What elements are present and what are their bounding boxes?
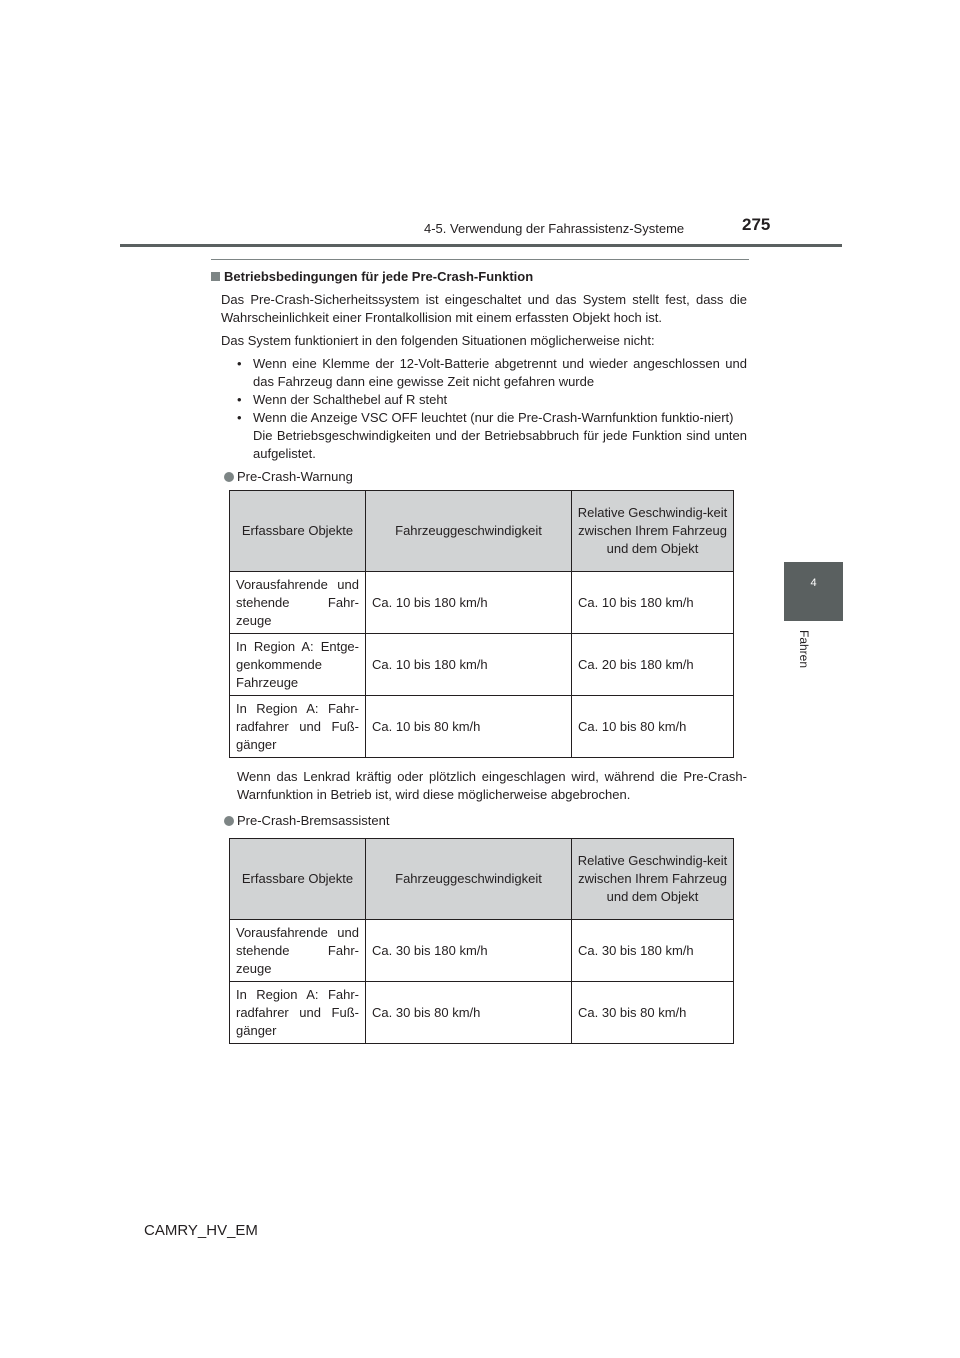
list-item: [237, 355, 747, 391]
chapter-label: Fahren: [797, 630, 811, 669]
chapter-number: 4: [810, 577, 817, 589]
list-item: [237, 409, 747, 427]
table-cell: Ca. 20 bis 180 km/h: [572, 634, 734, 696]
header-rule: [120, 244, 842, 247]
section-heading: [211, 268, 747, 286]
bullet-dot-icon: •: [237, 356, 242, 371]
subsection-title-text: Pre-Crash-Warnung: [237, 469, 353, 484]
content: [211, 268, 747, 1044]
table-cell: Ca. 10 bis 180 km/h: [366, 572, 572, 634]
table-row: [230, 696, 734, 758]
bullet-dot-icon: •: [237, 392, 242, 407]
warning-table: [229, 490, 734, 758]
table-cell: Ca. 30 bis 180 km/h: [572, 920, 734, 982]
table-cell: In Region A: Fahr-radfahrer und Fuß-gänger: [230, 982, 366, 1044]
table-cell: Ca. 10 bis 80 km/h: [572, 696, 734, 758]
circle-bullet-icon: [224, 816, 234, 826]
model-code: CAMRY_HV_EM: [144, 1222, 258, 1239]
table-cell: Ca. 10 bis 80 km/h: [366, 696, 572, 758]
table-cell: Ca. 30 bis 80 km/h: [572, 982, 734, 1044]
table-row: [230, 920, 734, 982]
table-cell: Vorausfahrende und stehende Fahr-zeuge: [230, 572, 366, 634]
list-item-text: Wenn die Anzeige VSC OFF leuchtet (nur die Pre-Crash-Warnfunktion funktio-niert): [253, 410, 734, 425]
column-header: Fahrzeuggeschwindigkeit: [366, 491, 572, 572]
subsection-title: [224, 468, 747, 486]
subsection-title: [224, 812, 747, 830]
table-row: [230, 982, 734, 1044]
subsection-title-text: Pre-Crash-Bremsassistent: [237, 813, 390, 828]
column-header: Erfassbare Objekte: [230, 839, 366, 920]
column-header: Relative Geschwindig-keit zwischen Ihrem Fahrzeug und dem Objekt: [572, 491, 734, 572]
table-cell: Ca. 10 bis 180 km/h: [572, 572, 734, 634]
list-item-text: Wenn der Schalthebel auf R steht: [253, 392, 448, 407]
list-item-text: Wenn eine Klemme der 12-Volt-Batterie abgetrennt und wieder angeschlossen und das Fahrzeug dann eine gewisse Zeit nicht gefahren wurde: [253, 356, 747, 389]
paragraph: Das Pre-Crash-Sicherheitssystem ist eingeschaltet und das System stellt fest, dass die Wahrscheinlichkeit einer Frontalkollision mit einem erfassten Objekt hoch ist.: [221, 292, 747, 325]
list-item: [237, 391, 747, 409]
paragraph: Das System funktioniert in den folgenden Situationen möglicherweise nicht:: [221, 333, 655, 348]
condition-list: [237, 355, 747, 463]
table-row: [230, 572, 734, 634]
square-bullet-icon: [211, 272, 220, 281]
table-header-row: [230, 839, 734, 920]
page-number: 275: [742, 215, 771, 234]
chapter-tab: [784, 562, 843, 621]
table-cell: Vorausfahrende und stehende Fahr-zeuge: [230, 920, 366, 982]
column-header: Erfassbare Objekte: [230, 491, 366, 572]
brake-assist-table: [229, 838, 734, 1044]
list-item-continuation: Die Betriebsgeschwindigkeiten und der Betriebsabbruch für jede Funktion sind unten aufgelistet.: [253, 428, 747, 461]
column-header: Relative Geschwindig-keit zwischen Ihrem Fahrzeug und dem Objekt: [572, 839, 734, 920]
column-header: Fahrzeuggeschwindigkeit: [366, 839, 572, 920]
table-cell: In Region A: Fahr-radfahrer und Fuß-gänger: [230, 696, 366, 758]
table-header-row: [230, 491, 734, 572]
bullet-dot-icon: •: [237, 410, 242, 425]
table-cell: Ca. 30 bis 180 km/h: [366, 920, 572, 982]
table-cell: Ca. 30 bis 80 km/h: [366, 982, 572, 1044]
warning-note: Wenn das Lenkrad kräftig oder plötzlich eingeschlagen wird, während die Pre-Crash-Warnfunktion in Betrieb ist, wird diese möglicherweise abgebrochen.: [237, 769, 747, 802]
circle-bullet-icon: [224, 472, 234, 482]
section-rule: [211, 259, 749, 260]
section-header-title: 4-5. Verwendung der Fahrassistenz-Systeme: [424, 221, 685, 236]
table-row: [230, 634, 734, 696]
table-cell: Ca. 10 bis 180 km/h: [366, 634, 572, 696]
table-cell: In Region A: Entge-genkommende Fahrzeuge: [230, 634, 366, 696]
section-heading-text: Betriebsbedingungen für jede Pre-Crash-Funktion: [224, 269, 534, 284]
